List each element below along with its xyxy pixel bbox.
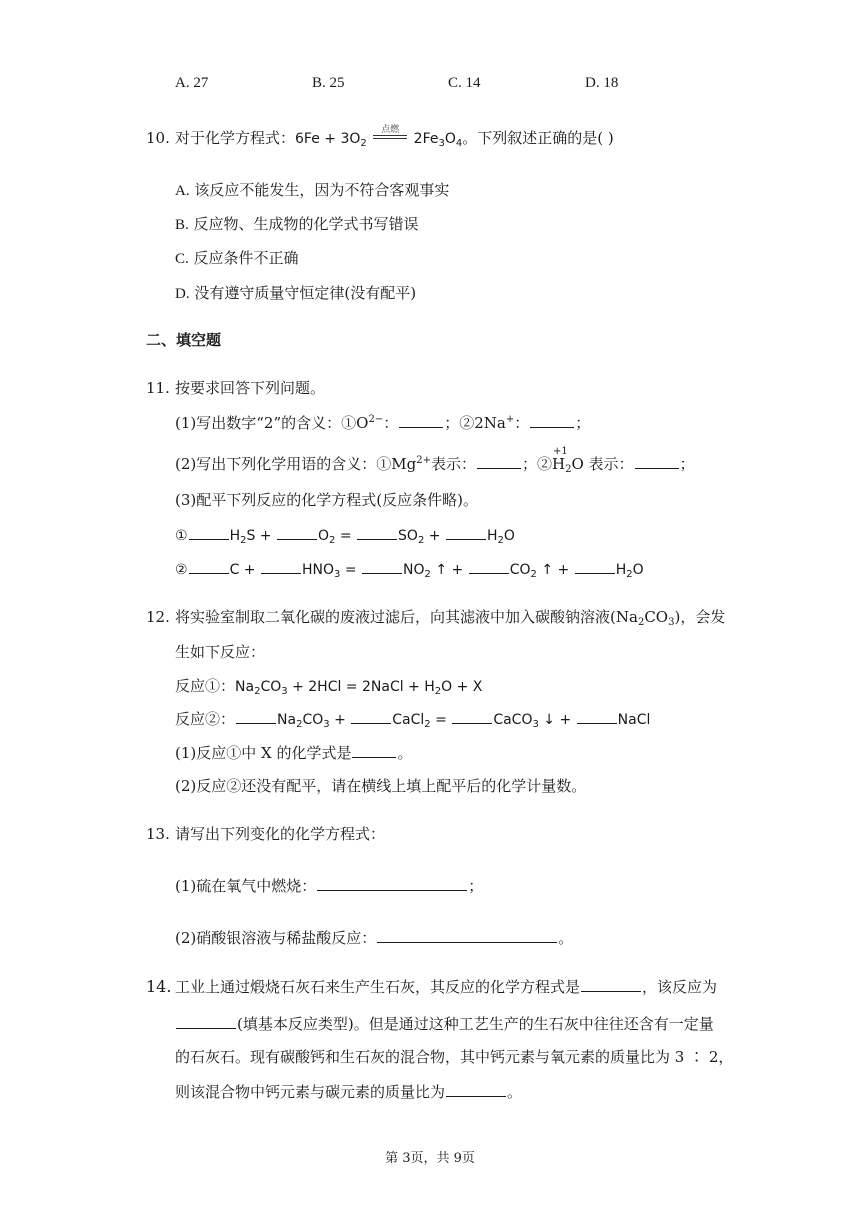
q14-line2: (填基本反应类型)。但是通过这种工艺生产的生石灰中往往还含有一定量 <box>175 1014 714 1034</box>
blank[interactable] <box>261 559 301 574</box>
q9-option-d: D. 18 <box>585 75 619 91</box>
blank[interactable] <box>575 559 615 574</box>
q13-part2: (2)硝酸银溶液与稀盐酸反应： 。 <box>175 929 574 947</box>
blank[interactable] <box>446 1082 506 1097</box>
blank[interactable] <box>236 709 276 724</box>
q11-equation-1: ① $H_2S + O_2 = SO_2 + H_2O$ <box>175 525 515 546</box>
q10-equation: $6Fe + 3O_2$ 点燃 $2Fe_3O_4$ <box>295 125 463 149</box>
q14-line3: 的石灰石。现有碳酸钙和生石灰的混合物，其中钙元素与氧元素的质量比为 3 ∶ 2， <box>175 1048 734 1066</box>
blank[interactable] <box>530 413 574 428</box>
q12-number: 12. <box>146 608 170 626</box>
section-title: 二、填空题 <box>146 331 222 349</box>
q12-part2: (2)反应②还没有配平，请在横线上填上配平后的化学计量数。 <box>175 777 587 795</box>
q10-option-c: C. 反应条件不正确 <box>175 249 299 267</box>
h2o-with-valence: +1 H <box>552 446 568 473</box>
q10-tail: 。下列叙述正确的是( ) <box>462 129 614 147</box>
q11-equation-2: ② $C + HNO_3 = NO_2$ ↑ + $CO_2$ ↑ + $H_2O$ <box>175 559 644 580</box>
q10-stem <box>175 125 614 149</box>
blank[interactable] <box>352 743 396 758</box>
blank[interactable] <box>635 454 679 469</box>
page-footer: 第 3页，共 9页 <box>385 1151 475 1166</box>
q11-part1: (1)写出数字“2”的含义：$①O^{2-}$： ；②2Na+： ； <box>175 414 591 432</box>
q12-part1: (1)反应①中 X 的化学式是 。 <box>175 744 413 762</box>
blank[interactable] <box>189 525 229 540</box>
blank[interactable] <box>189 559 229 574</box>
q14-number: 14. <box>146 977 172 996</box>
q10-condition: 点燃 <box>371 129 409 143</box>
q10-lead: 对于化学方程式： <box>175 129 296 147</box>
blank[interactable] <box>277 525 317 540</box>
q12-line1: 将实验室制取二氧化碳的废液过滤后，向其滤液中加入碳酸钠溶液$(Na_2CO_3)$，会发 <box>175 608 726 628</box>
q13-number: 13. <box>146 825 170 843</box>
q12-line2: 生如下反应： <box>175 643 266 661</box>
q9-option-a: A. 27 <box>175 75 209 91</box>
q14-line1: 工业上通过煅烧石灰石来生产生石灰，其反应的化学方程式是 ，该反应为 <box>175 978 718 996</box>
q9-option-c: C. 14 <box>448 75 481 91</box>
blank[interactable] <box>362 559 402 574</box>
q12-reaction-1: 反应①：$Na_2CO_3 + 2HCl$ = 2NaCl + $H_2O + X$ <box>175 677 483 697</box>
blank[interactable] <box>399 413 443 428</box>
blank[interactable] <box>477 454 521 469</box>
q11-part2: (2)写出下列化学用语的含义：$①Mg^{2+}$表示： ；② +1 $H_2O$ 表示： ； <box>175 446 695 475</box>
q13-part1: (1)硫在氧气中燃烧： ； <box>175 877 484 895</box>
blank[interactable] <box>446 525 486 540</box>
q14-line4: 则该混合物中钙元素与碳元素的质量比为 。 <box>175 1083 523 1101</box>
q11-part3: (3)配平下列反应的化学方程式(反应条件略)。 <box>175 491 478 509</box>
q10-option-d: D. 没有遵守质量守恒定律(没有配平) <box>175 284 417 302</box>
q12-reaction-2: 反应②： $Na_2CO_3$ + CaCl$_2$ = CaCO$_3$ ↓ + NaCl <box>175 710 651 730</box>
blank[interactable] <box>176 1014 236 1029</box>
blank[interactable] <box>377 928 557 943</box>
q11-number: 11. <box>146 379 170 397</box>
q9-option-b: B. 25 <box>312 75 345 91</box>
blank[interactable] <box>469 559 509 574</box>
q13-stem: 请写出下列变化的化学方程式： <box>175 825 386 843</box>
q10-option-a: A. 该反应不能发生，因为不符合客观事实 <box>175 181 450 199</box>
blank[interactable] <box>357 525 397 540</box>
q10-number: 10. <box>146 129 170 147</box>
blank[interactable] <box>351 709 391 724</box>
blank[interactable] <box>452 709 492 724</box>
blank[interactable] <box>317 876 467 891</box>
q11-stem: 按要求回答下列问题。 <box>175 379 326 397</box>
blank[interactable] <box>581 977 641 992</box>
blank[interactable] <box>577 709 617 724</box>
q10-option-b: B. 反应物、生成物的化学式书写错误 <box>175 215 419 233</box>
